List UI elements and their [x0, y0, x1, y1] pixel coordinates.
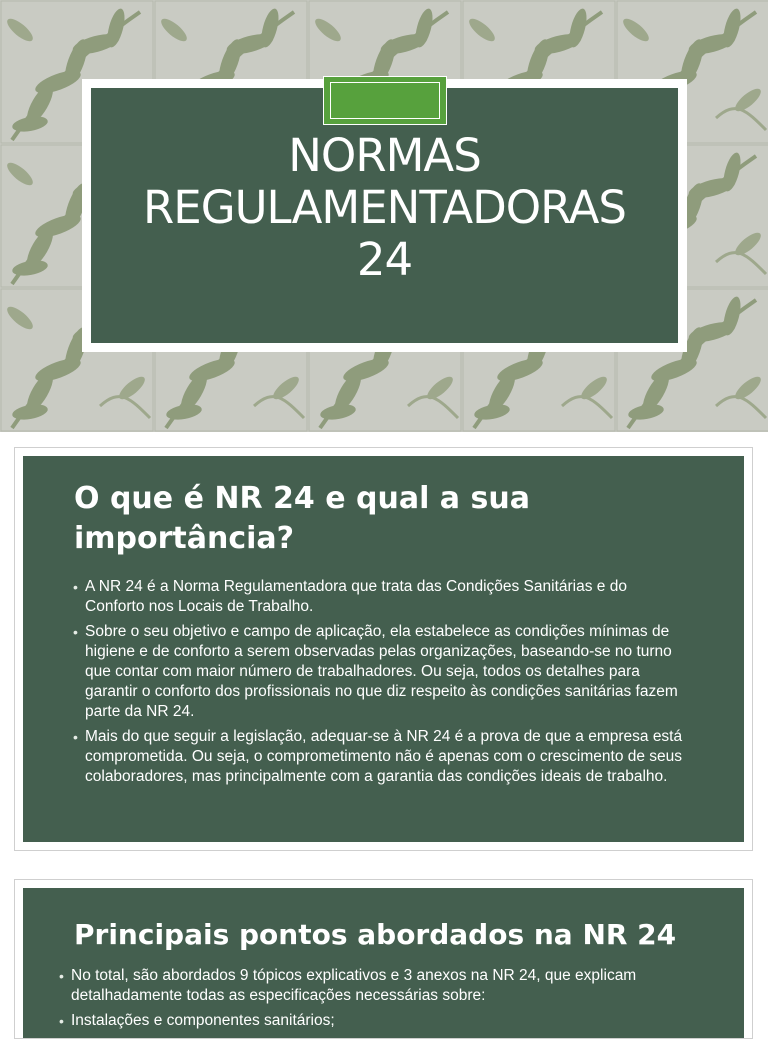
- title-slide: [0, 0, 768, 432]
- bullet-item: • A NR 24 é a Norma Regulamentadora que trata das Condições Sanitárias e do Conforto nos Locais de Trabalho.: [73, 577, 683, 617]
- bullet-list: [59, 966, 719, 1036]
- slide-title: [91, 130, 678, 286]
- slide-heading: O que é NR 24 e qual a sua importância?: [74, 481, 530, 556]
- slide-title-line: NORMAS: [288, 129, 481, 182]
- bullet-item: • Instalações e componentes sanitários;: [59, 1011, 719, 1031]
- slide-title-line: 24: [356, 233, 413, 286]
- title-accent-tab: [323, 76, 447, 125]
- slide-heading: Principais pontos abordados na NR 24: [74, 918, 677, 951]
- bullet-list: [73, 577, 683, 792]
- bullet-item: • No total, são abordados 9 tópicos explicativos e 3 anexos na NR 24, que explicam detalhadamente todas as especificações necessárias sobre:: [59, 966, 719, 1006]
- bullet-item: • Mais do que seguir a legislação, adequar-se à NR 24 é a prova de que a empresa está comprometida. Ou seja, o comprometimento não é apenas com o crescimento de seus colaboradores, mas principalmente com a garantia das condições ideais de trabalho.: [73, 727, 683, 787]
- slide-what-is-nr24: [14, 447, 753, 851]
- slide-title-line: REGULAMENTADORAS: [143, 181, 626, 234]
- slide-main-points: [14, 879, 753, 1039]
- bullet-item: • Sobre o seu objetivo e campo de aplicação, ela estabelece as condições mínimas de higiene e de conforto a serem observadas pelas organizações, baseando-se no turno que contar com maior número de trabalhadores. Ou seja, todos os detalhes para garantir o conforto dos profissionais no que diz respeito às condições sanitárias fazem parte da NR 24.: [73, 622, 683, 722]
- slide-panel: [23, 456, 744, 842]
- slide-panel: [23, 888, 744, 1038]
- title-accent-tab-inner: [330, 82, 440, 119]
